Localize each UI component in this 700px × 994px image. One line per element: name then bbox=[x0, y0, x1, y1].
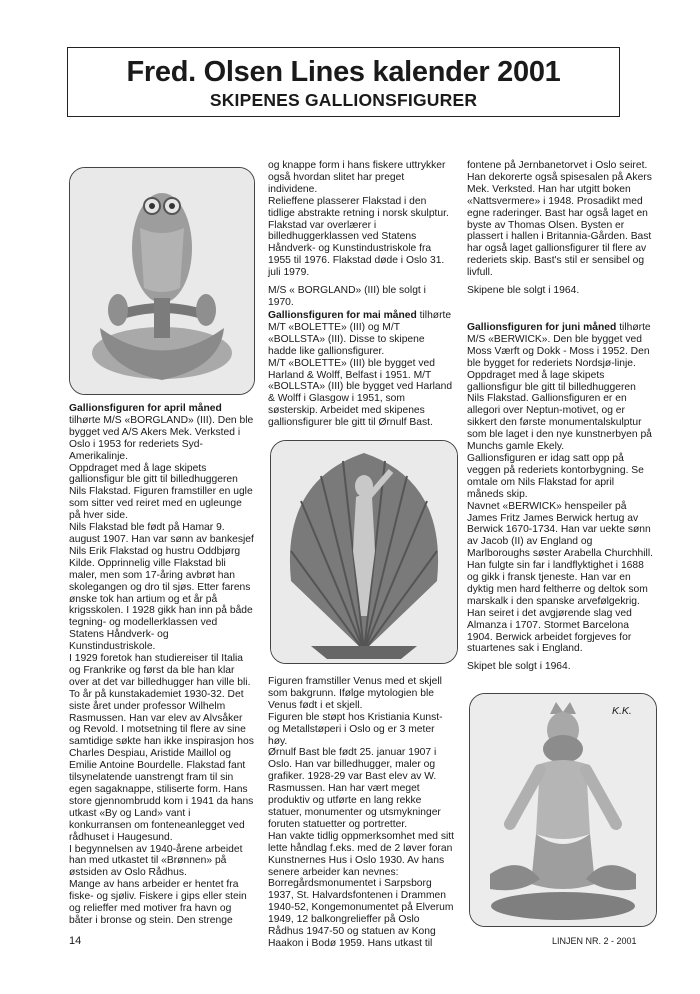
paragraph: Mange av hans arbeider er hentet fra fiske- og sjøliv. Fiskere i gips eller stein og relieffer med motiver fra havn og båter i bronse og stein. Den strenge bbox=[69, 879, 247, 926]
column-1 bbox=[69, 403, 255, 927]
mai-heading: Gallionsfiguren for mai måned bbox=[268, 310, 417, 321]
venus-shell-image bbox=[271, 441, 457, 663]
paragraph: Figuren ble støpt hos Kristiania Kunst- og Metallstøperi i Oslo og er 3 meter høy. bbox=[268, 711, 443, 747]
paragraph: I begynnelsen av 1940-årene arbeidet han med utkastet til «Brønnen» på østsiden av Oslo Rådhus. bbox=[69, 843, 243, 879]
owl-figurehead-photo bbox=[69, 167, 255, 395]
column-3-top bbox=[467, 160, 653, 297]
venus-shell-figurehead-photo bbox=[270, 440, 458, 664]
column-2-top bbox=[268, 160, 454, 309]
column-3-juni bbox=[467, 322, 653, 673]
neptune-sculpture-image bbox=[470, 694, 656, 926]
paragraph: fontene på Jernbanetorvet i Oslo seiret. Han dekorerte også spisesalen på Akers Mek. Verksted. Han har utgitt boken «Nattsvermere» i 1948. Prosadikt med egne raderinger. Bast har også laget en byste av Thomas Olsen. Bysten er plassert i hallen i Britannia-Gården. Bast har også laget gallionsfigurer til flere av rederiets skip. Bast's stil er sensibel og livfull. bbox=[467, 160, 652, 279]
header-box bbox=[67, 47, 620, 117]
april-heading: Gallionsfiguren for april måned bbox=[69, 403, 222, 414]
april-paragraph bbox=[69, 403, 255, 463]
paragraph: M/S « BORGLAND» (III) ble solgt i 1970. bbox=[268, 285, 426, 308]
page-number: 14 bbox=[69, 935, 82, 947]
page-subtitle: SKIPENES GALLIONSFIGURER bbox=[209, 90, 478, 110]
neptune-figurehead-photo bbox=[469, 693, 657, 927]
paragraph: I 1929 foretok han studiereiser til Italia og Frankrike og først da ble han klar over at det var billedhugger han ville bli. To år på kunstakademiet 1930-32. Det siste året under professor Wilhelm Rasmussen. Han var elev av Alvsåker og Revold. I motsetning til flere av sine samtidige søkte han ikke inspirasjon hos Charles Despiau, Aristide Maillol og Emilie Antoine Bourdelle. Flakstad fant tilsynelatende uanstrengt fram til sin egen sagaknappe, stiliserte form. Hans store gjennombrudd kom i 1941 da hans utkast «By og Land» vant i konkurransen om fonteneanlegget ved rådhuset i Haugesund. bbox=[69, 653, 254, 843]
juni-paragraph bbox=[467, 322, 653, 370]
column-2-mai bbox=[268, 310, 454, 429]
owl-sculpture-image bbox=[70, 168, 254, 394]
paragraph: Nils Flakstad ble født på Hamar 9. august 1907. Han var sønn av bankesjef Nils Erik Flakstad og hustru Oddbjørg Kilde. Opprinnelig ville Flakstad bli maler, men som 17-åring avbrøt han skolegangen og dro til sjøs. Etter farens ønske tok han artium og et år på krigsskolen. I 1928 gikk han inn på både tegning- og modellerklassen ved Statens Håndverk- og Kunstindustriskole. bbox=[69, 522, 254, 653]
paragraph: Skipet ble solgt i 1964. bbox=[467, 661, 571, 673]
paragraph: Oppdraget med å lage skipets gallionsfigur ble gitt til billedhuggeren Nils Flakstad. Gallionsfiguren er en allegori over Neptun-motivet, og er sikkert den første monumentalskulptur som ble laget i den nye kunstnerbyen på Munchs gamle Ekely. bbox=[467, 369, 652, 453]
paragraph: Oppdraget med å lage skipets gallionsfigur ble gitt til billedhuggeren Nils Flakstad. Figuren framstiller en ugle som sitter ved reiret med en ugleunge på hver side. bbox=[69, 462, 253, 522]
paragraph: Navnet «BERWICK» henspeiler på James Fritz James Berwick hertug av Berwick 1670-1734. Han var uekte sønn av Jacob (II) av England og Marlboroughs søster Arabella Churchhill. Han fulgte sin far i landflyktighet i 1688 og gikk i fransk tjeneste. Han var en dyktig men hard feltherre og deltok som marskalk i den spanske arvefølgekrig. Han seiret i det avgjørende slag ved Almanza i 1707. Stormet Barcelona 1904. Berwick arbeidet forgjeves for stuartenes sak i England. bbox=[467, 500, 653, 655]
paragraph: Figuren framstiller Venus med et skjell som bakgrunn. Ifølge mytologien ble Venus født i et skjell. bbox=[268, 676, 442, 711]
column-2-bottom bbox=[268, 676, 454, 950]
juni-text: tilhørte M/S «BERWICK». Den ble bygget ved Moss Værft og Dokk - Moss i 1952. Den ble bygget for rederiets Nordsjø-linje. bbox=[467, 322, 651, 369]
paragraph: og knappe form i hans fiskere uttrykker også hvordan slitet har preget individene. bbox=[268, 160, 446, 195]
publication-footer: LINJEN NR. 2 - 2001 bbox=[552, 936, 637, 946]
mai-text: tilhørte M/T «BOLETTE» (III) og M/T «BOLLSTA» (III). Disse to skipene hadde like gallionsfigurer. bbox=[268, 310, 452, 357]
paragraph: Han vakte tidlig oppmerksomhet med sitt lette håndlag f.eks. med de 2 løver foran Kunstnernes Hus i Oslo 1930. Av hans senere arbeider kan nevnes: Borregårdsmonumentet i Sarpsborg 1937, St. Halvardsfontenen i Drammen 1940-52, Kongemonumentet på Elverum 1949, 12 balkongrelieffer på Oslo Rådhus 1947-50 og statuen av Kong Haakon i Bodø 1959. Hans utkast til bbox=[268, 830, 454, 949]
mai-paragraph bbox=[268, 310, 454, 358]
paragraph: Gallionsfiguren er idag satt opp på veggen på rederiets kontorbygning. Se omtale om Nils Flakstad for april måneds skip. bbox=[467, 452, 644, 500]
juni-heading: Gallionsfiguren for juni måned bbox=[467, 322, 617, 333]
paragraph: Skipene ble solgt i 1964. bbox=[467, 285, 580, 297]
april-text: tilhørte M/S «BORGLAND» (III). Den ble bygget ved A/S Akers Mek. Verksted i Oslo i 1953 for rederiets Syd-Amerikalinje. bbox=[69, 414, 254, 462]
paragraph: Ørnulf Bast ble født 25. januar 1907 i Oslo. Han var billedhugger, maler og grafiker. 1928-29 var Bast elev av W. Rasmussen. Han har vært meget produktiv og utførte en lang rekke statuer, monumenter og utsmykninger foruten statuetter og portretter. bbox=[268, 747, 441, 830]
author-signature: K.K. bbox=[612, 705, 632, 717]
paragraph: M/T «BOLETTE» (III) ble bygget ved Harland & Wolff, Belfast i 1951. M/T «BOLLSTA» (III) ble bygget ved Harland & Wolff i Glasgow i 1951, som søsterskip. Arbeidet med skipenes gallionsfigurer ble gitt til Ørnulf Bast. bbox=[268, 357, 453, 429]
page-title: Fred. Olsen Lines kalender 2001 bbox=[126, 56, 561, 88]
paragraph: Relieffene plasserer Flakstad i den tidlige abstrakte retning i norsk skulptur. Flakstad var overlærer i billedhuggerklassen ved Statens Håndverk- og Kunstindustriskole fra 1955 til 1976. Flakstad døde i Oslo 31. juli 1979. bbox=[268, 195, 449, 279]
